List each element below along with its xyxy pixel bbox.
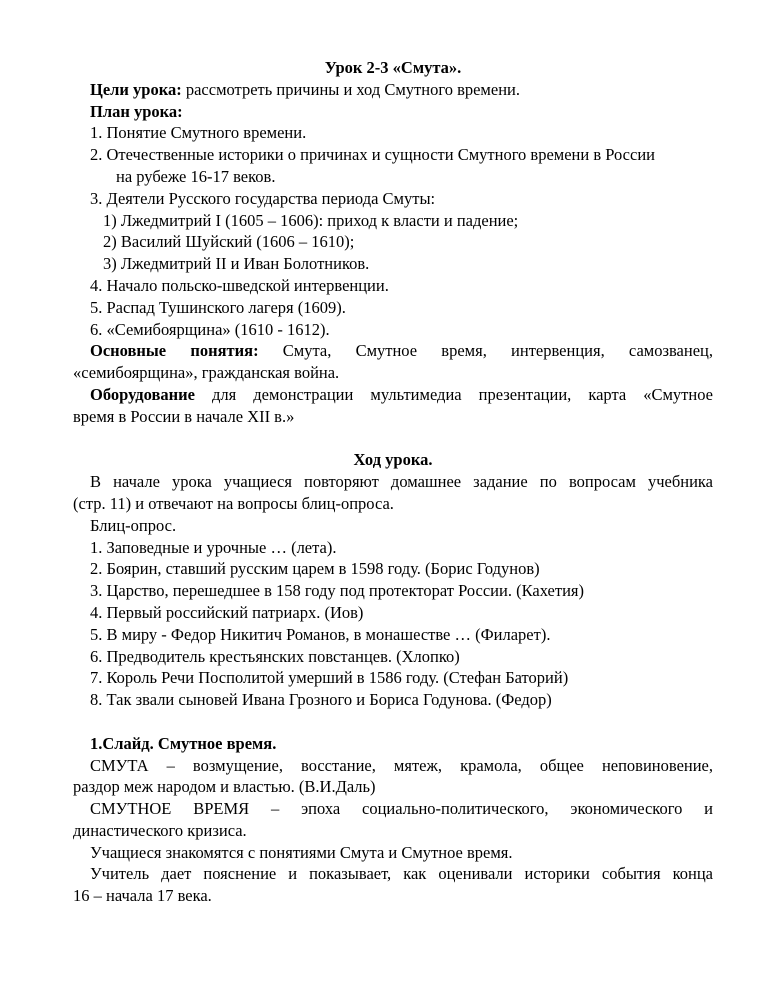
teacher-text: Учитель дает пояснение и показывает, как оценивали историки события конца <box>90 864 713 884</box>
plan-item: 6. «Семибоярщина» (1610 - 1612). <box>90 319 330 339</box>
concepts-text: Смута, Смутное время, интервенция, самозванец, <box>258 341 713 361</box>
course-title: Ход урока. <box>353 450 433 470</box>
plan-item: 4. Начало польско-шведской интервенции. <box>90 275 389 295</box>
concepts-line <box>73 340 713 362</box>
smuta-definition-2: раздор меж народом и властью. (В.И.Даль) <box>73 777 376 797</box>
course-intro-2: (стр. 11) и отвечают на вопросы блиц-опроса. <box>73 493 394 513</box>
plan-label: План урока: <box>90 101 183 121</box>
plan-subitem: 1) Лжедмитрий I (1605 – 1606): приход к власти и падение; <box>103 210 519 230</box>
equipment-line-2: время в России в начале XII в.» <box>73 406 295 426</box>
plan-subitem: 2) Василий Шуйский (1606 – 1610); <box>103 232 355 252</box>
slide-title: 1.Слайд. Смутное время. <box>90 733 277 753</box>
quiz-item: 1. Заповедные и урочные … (лета). <box>90 537 337 557</box>
smutnoe-vremya-definition-2: династического кризиса. <box>73 820 247 840</box>
plan-subitem: 3) Лжедмитрий II и Иван Болотников. <box>103 254 370 274</box>
equipment-line <box>73 384 713 406</box>
quiz-item: 5. В миру - Федор Никитич Романов, в монашестве … (Филарет). <box>90 624 551 644</box>
quiz-item: 7. Король Речи Посполитой умерший в 1586 году. (Стефан Баторий) <box>90 668 569 688</box>
lesson-goals <box>73 79 713 101</box>
plan-item: 1. Понятие Смутного времени. <box>90 123 307 143</box>
concepts-line-2: «семибоярщина», гражданская война. <box>73 363 340 383</box>
teacher-text-2: 16 – начала 17 века. <box>73 886 212 906</box>
document-page <box>73 57 713 907</box>
equipment-label: Оборудование <box>90 384 195 404</box>
smuta-definition: СМУТА – возмущение, восстание, мятеж, крамола, общее неповиновение, <box>90 755 713 775</box>
quiz-item: 4. Первый российский патриарх. (Иов) <box>90 602 364 622</box>
quiz-item: 2. Боярин, ставший русским царем в 1598 году. (Борис Годунов) <box>90 559 540 579</box>
goals-text: рассмотреть причины и ход Смутного времени. <box>181 79 520 99</box>
goals-label: Цели урока: <box>90 79 182 99</box>
quiz-item: 8. Так звали сыновей Ивана Грозного и Бориса Годунова. (Федор) <box>90 690 552 710</box>
lesson-title: Урок 2-3 «Смута». <box>324 58 462 77</box>
quiz-label: Блиц-опрос. <box>90 515 177 535</box>
plan-item: 5. Распад Тушинского лагеря (1609). <box>90 297 346 317</box>
quiz-item: 6. Предводитель крестьянских повстанцев. (Хлопко) <box>90 646 460 666</box>
equipment-text: для демонстрации мультимедиа презентации, карта «Смутное <box>194 384 713 404</box>
smutnoe-vremya-definition: СМУТНОЕ ВРЕМЯ – эпоха социально-политического, экономического и <box>90 799 713 819</box>
plan-item: 3. Деятели Русского государства периода Смуты: <box>90 188 436 208</box>
plan-item: 2. Отечественные историки о причинах и сущности Смутного времени в России <box>90 145 655 165</box>
students-text: Учащиеся знакомятся с понятиями Смута и Смутное время. <box>90 842 513 862</box>
plan-item: на рубеже 16-17 веков. <box>116 166 276 186</box>
concepts-label: Основные понятия: <box>90 341 259 361</box>
course-intro: В начале урока учащиеся повторяют домашнее задание по вопросам учебника <box>90 472 713 492</box>
quiz-item: 3. Царство, перешедшее в 158 году под протекторат России. (Кахетия) <box>90 581 584 601</box>
